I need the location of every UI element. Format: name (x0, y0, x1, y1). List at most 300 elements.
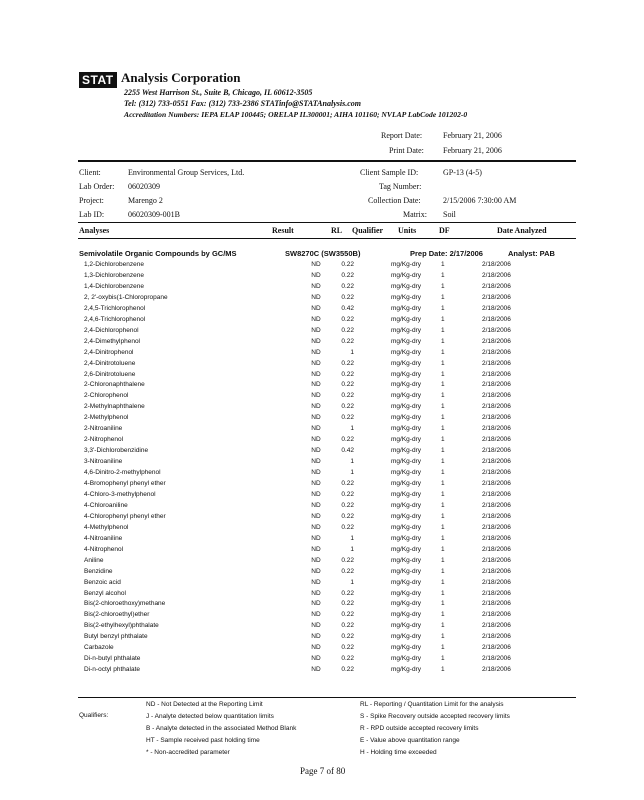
analyte-name: 4-Chloroaniline (84, 501, 128, 509)
table-row (0, 502, 644, 513)
rl-value: 0.42 (341, 304, 354, 312)
report-date: February 21, 2006 (443, 131, 502, 140)
collection-date-value: 2/15/2006 7:30:00 AM (443, 196, 517, 205)
result-value: ND (311, 622, 321, 630)
date-analyzed-value: 2/18/2006 (482, 633, 511, 641)
analyte-name: Benzyl alcohol (84, 589, 126, 597)
project-value: Marengo 2 (128, 196, 163, 205)
date-analyzed-value: 2/18/2006 (482, 447, 511, 455)
units-value: mg/Kg-dry (391, 261, 421, 268)
table-row (0, 666, 644, 677)
units-value: mg/Kg-dry (391, 271, 421, 279)
project-label: Project: (79, 196, 104, 205)
units-value: mg/Kg-dry (391, 480, 421, 487)
result-value: ND (311, 480, 321, 487)
units-value: mg/Kg-dry (391, 655, 421, 663)
analyte-name: Aniline (84, 556, 104, 564)
date-analyzed-value: 2/18/2006 (482, 261, 511, 268)
units-value: mg/Kg-dry (391, 337, 421, 345)
analyte-name: 1,4-Dichlorobenzene (84, 282, 144, 290)
table-row (0, 436, 644, 447)
df-value: 1 (441, 348, 445, 356)
units-value: mg/Kg-dry (391, 512, 421, 520)
rl-value: 1 (350, 469, 354, 477)
date-analyzed-value: 2/18/2006 (482, 490, 511, 498)
col-analyses: Analyses (79, 226, 110, 235)
rl-value: 0.22 (341, 414, 354, 422)
analyte-name: 2, 2'-oxybis(1-Chloropropane (84, 293, 168, 301)
rl-value: 0.22 (341, 600, 354, 608)
table-row (0, 261, 644, 272)
table-row (0, 546, 644, 557)
analyte-name: 2-Methylphenol (84, 414, 129, 422)
print-date: February 21, 2006 (443, 146, 502, 155)
rl-value: 1 (350, 545, 354, 553)
units-value: mg/Kg-dry (391, 633, 421, 641)
date-analyzed-value: 2/18/2006 (482, 600, 511, 608)
units-value: mg/Kg-dry (391, 326, 421, 334)
table-row (0, 611, 644, 622)
qualifier-rl: RL - Reporting / Quantitation Limit for the analysis (360, 701, 504, 708)
result-value: ND (311, 392, 321, 400)
date-analyzed-value: 2/18/2006 (482, 414, 511, 422)
df-value: 1 (441, 644, 445, 652)
table-row (0, 392, 644, 403)
result-value: ND (311, 282, 321, 290)
rl-value: 0.22 (341, 381, 354, 389)
df-value: 1 (441, 458, 445, 466)
result-value: ND (311, 578, 321, 586)
date-analyzed-value: 2/18/2006 (482, 436, 511, 444)
df-value: 1 (441, 490, 445, 498)
lab-id-label: Lab ID: (79, 210, 105, 219)
result-value: ND (311, 523, 321, 531)
lab-order-label: Lab Order: (79, 182, 115, 191)
result-value: ND (311, 370, 321, 378)
qualifier-nd: ND - Not Detected at the Reporting Limit (146, 701, 263, 708)
date-analyzed-value: 2/18/2006 (482, 545, 511, 553)
df-value: 1 (441, 436, 445, 444)
units-value: mg/Kg-dry (391, 370, 421, 378)
df-value: 1 (441, 545, 445, 553)
result-value: ND (311, 458, 321, 466)
result-value: ND (311, 381, 321, 389)
result-value: ND (311, 490, 321, 498)
result-value: ND (311, 315, 321, 323)
date-analyzed-value: 2/18/2006 (482, 304, 511, 312)
result-value: ND (311, 556, 321, 564)
date-analyzed-value: 2/18/2006 (482, 381, 511, 389)
units-value: mg/Kg-dry (391, 534, 421, 542)
units-value: mg/Kg-dry (391, 600, 421, 608)
client-sample-value: GP-13 (4-5) (443, 168, 482, 177)
units-value: mg/Kg-dry (391, 589, 421, 597)
units-value: mg/Kg-dry (391, 282, 421, 290)
result-value: ND (311, 469, 321, 477)
analyte-name: 2-Chlorophenol (84, 392, 129, 400)
table-row (0, 381, 644, 392)
df-value: 1 (441, 469, 445, 477)
rl-value: 0.22 (341, 633, 354, 641)
date-analyzed-value: 2/18/2006 (482, 534, 511, 542)
rl-value: 0.22 (341, 370, 354, 378)
units-value: mg/Kg-dry (391, 611, 421, 619)
analyte-name: 4-Bromophenyl phenyl ether (84, 480, 166, 487)
matrix-label: Matrix: (403, 210, 427, 219)
table-row (0, 633, 644, 644)
units-value: mg/Kg-dry (391, 469, 421, 477)
table-row (0, 644, 644, 655)
date-analyzed-value: 2/18/2006 (482, 567, 511, 575)
df-value: 1 (441, 403, 445, 411)
analyte-name: 3,3'-Dichlorobenzidine (84, 447, 149, 455)
result-value: ND (311, 611, 321, 619)
table-row (0, 655, 644, 666)
result-value: ND (311, 600, 321, 608)
qualifier-b: B - Analyte detected in the associated Method Blank (146, 725, 297, 732)
result-value: ND (311, 425, 321, 433)
meta-divider (78, 222, 576, 223)
df-value: 1 (441, 523, 445, 531)
qualifier-j: J - Analyte detected below quantitation limits (146, 713, 274, 720)
rl-value: 0.22 (341, 293, 354, 301)
df-value: 1 (441, 381, 445, 389)
rl-value: 0.22 (341, 666, 354, 674)
table-row (0, 414, 644, 425)
qualifiers-label: Qualifiers: (79, 712, 109, 719)
units-value: mg/Kg-dry (391, 644, 421, 652)
df-value: 1 (441, 480, 445, 487)
analyte-name: Bis(2-ethylhexyl)phthalate (84, 622, 159, 630)
analyte-name: 4-Nitrophenol (84, 545, 124, 553)
col-qualifier: Qualifier (352, 226, 384, 235)
rl-value: 0.22 (341, 480, 354, 487)
table-row (0, 283, 644, 294)
date-analyzed-value: 2/18/2006 (482, 359, 511, 367)
company-logo: STAT (79, 72, 117, 88)
col-df: DF (439, 226, 450, 235)
result-value: ND (311, 534, 321, 542)
df-value: 1 (441, 326, 445, 334)
result-value: ND (311, 447, 321, 455)
rl-value: 0.22 (341, 644, 354, 652)
section-prep-date: Prep Date: 2/17/2006 (410, 249, 483, 258)
analyte-name: 2,6-Dinitrotoluene (84, 370, 136, 378)
analyte-name: Di-n-butyl phthalate (84, 655, 141, 663)
result-value: ND (311, 403, 321, 411)
qualifier-r: R - RPD outside accepted recovery limits (360, 725, 479, 732)
rl-value: 0.22 (341, 315, 354, 323)
analyte-name: Benzoic acid (84, 578, 121, 586)
table-row (0, 568, 644, 579)
table-row (0, 338, 644, 349)
tag-number-label: Tag Number: (379, 182, 422, 191)
date-analyzed-value: 2/18/2006 (482, 293, 511, 301)
analyte-name: 2,4-Dinitrotoluene (84, 359, 136, 367)
date-analyzed-value: 2/18/2006 (482, 370, 511, 378)
accreditation-line: Accreditation Numbers: IEPA ELAP 100445; ORELAP IL300001; AIHA 101160; NVLAP LabCode 101202-0 (124, 110, 468, 119)
date-analyzed-value: 2/18/2006 (482, 392, 511, 400)
units-value: mg/Kg-dry (391, 403, 421, 411)
df-value: 1 (441, 304, 445, 312)
date-analyzed-value: 2/18/2006 (482, 578, 511, 586)
df-value: 1 (441, 633, 445, 641)
units-value: mg/Kg-dry (391, 458, 421, 466)
company-contact: Tel: (312) 733-0551 Fax: (312) 733-2386 STATinfo@STATAnalysis.com (124, 99, 361, 108)
table-row (0, 524, 644, 535)
result-value: ND (311, 414, 321, 422)
lab-id-value: 06020309-001B (128, 210, 180, 219)
date-analyzed-value: 2/18/2006 (482, 589, 511, 597)
table-row (0, 316, 644, 327)
analyte-name: 3-Nitroaniline (84, 458, 123, 466)
table-row (0, 491, 644, 502)
units-value: mg/Kg-dry (391, 392, 421, 400)
df-value: 1 (441, 271, 445, 279)
table-row (0, 371, 644, 382)
columns-divider (78, 238, 576, 239)
df-value: 1 (441, 370, 445, 378)
analyte-name: Di-n-octyl phthalate (84, 666, 140, 674)
date-analyzed-value: 2/18/2006 (482, 655, 511, 663)
result-value: ND (311, 589, 321, 597)
lab-order-value: 06020309 (128, 182, 160, 191)
date-analyzed-value: 2/18/2006 (482, 425, 511, 433)
date-analyzed-value: 2/18/2006 (482, 512, 511, 520)
result-value: ND (311, 655, 321, 663)
table-row (0, 535, 644, 546)
table-row (0, 557, 644, 568)
df-value: 1 (441, 534, 445, 542)
date-analyzed-value: 2/18/2006 (482, 315, 511, 323)
df-value: 1 (441, 261, 445, 268)
analyte-name: 2-Nitroaniline (84, 425, 123, 433)
analyte-name: Bis(2-chloroethyl)ether (84, 611, 150, 619)
table-row (0, 513, 644, 524)
table-row (0, 622, 644, 633)
date-analyzed-value: 2/18/2006 (482, 666, 511, 674)
qualifier-e: E - Value above quantitation range (360, 737, 460, 744)
units-value: mg/Kg-dry (391, 567, 421, 575)
df-value: 1 (441, 315, 445, 323)
result-value: ND (311, 293, 321, 301)
table-row (0, 305, 644, 316)
result-value: ND (311, 644, 321, 652)
rl-value: 1 (350, 458, 354, 466)
analyte-name: 2-Nitrophenol (84, 436, 124, 444)
date-analyzed-value: 2/18/2006 (482, 644, 511, 652)
date-analyzed-value: 2/18/2006 (482, 282, 511, 290)
df-value: 1 (441, 512, 445, 520)
analyte-name: Bis(2-chloroethoxy)methane (84, 600, 166, 608)
company-name: Analysis Corporation (121, 70, 241, 85)
result-value: ND (311, 567, 321, 575)
units-value: mg/Kg-dry (391, 523, 421, 531)
date-analyzed-value: 2/18/2006 (482, 469, 511, 477)
date-analyzed-value: 2/18/2006 (482, 337, 511, 345)
result-value: ND (311, 501, 321, 509)
result-value: ND (311, 666, 321, 674)
analyte-name: 4-Nitroaniline (84, 534, 123, 542)
result-value: ND (311, 304, 321, 312)
qualifier-s: S - Spike Recovery outside accepted recovery limits (360, 713, 510, 720)
table-row (0, 447, 644, 458)
date-analyzed-value: 2/18/2006 (482, 523, 511, 531)
df-value: 1 (441, 425, 445, 433)
rl-value: 0.22 (341, 282, 354, 290)
rl-value: 1 (350, 348, 354, 356)
rl-value: 0.22 (341, 567, 354, 575)
units-value: mg/Kg-dry (391, 545, 421, 553)
date-analyzed-value: 2/18/2006 (482, 403, 511, 411)
analyte-name: 1,2-Dichlorobenzene (84, 261, 144, 268)
result-value: ND (311, 512, 321, 520)
units-value: mg/Kg-dry (391, 304, 421, 312)
rl-value: 0.22 (341, 622, 354, 630)
df-value: 1 (441, 337, 445, 345)
rl-value: 0.22 (341, 326, 354, 334)
report-date-label: Report Date: (381, 131, 423, 140)
units-value: mg/Kg-dry (391, 622, 421, 630)
analyte-name: 2,4-Dichlorophenol (84, 326, 139, 334)
rl-value: 0.22 (341, 403, 354, 411)
rl-value: 0.22 (341, 523, 354, 531)
result-value: ND (311, 348, 321, 356)
header-divider (78, 160, 576, 162)
rl-value: 0.42 (341, 447, 354, 455)
date-analyzed-value: 2/18/2006 (482, 271, 511, 279)
result-value: ND (311, 545, 321, 553)
df-value: 1 (441, 359, 445, 367)
df-value: 1 (441, 589, 445, 597)
date-analyzed-value: 2/18/2006 (482, 326, 511, 334)
rl-value: 0.22 (341, 271, 354, 279)
units-value: mg/Kg-dry (391, 436, 421, 444)
df-value: 1 (441, 578, 445, 586)
analyte-name: 4-Methylphenol (84, 523, 129, 531)
qualifier-h: H - Holding time exceeded (360, 749, 437, 756)
client-sample-label: Client Sample ID: (360, 168, 419, 177)
table-row (0, 403, 644, 414)
df-value: 1 (441, 556, 445, 564)
analyte-name: 4-Chloro-3-methylphenol (84, 490, 156, 498)
date-analyzed-value: 2/18/2006 (482, 611, 511, 619)
result-value: ND (311, 271, 321, 279)
units-value: mg/Kg-dry (391, 447, 421, 455)
date-analyzed-value: 2/18/2006 (482, 458, 511, 466)
units-value: mg/Kg-dry (391, 315, 421, 323)
rl-value: 0.22 (341, 501, 354, 509)
col-rl: RL (331, 226, 343, 235)
collection-date-label: Collection Date: (368, 196, 421, 205)
date-analyzed-value: 2/18/2006 (482, 501, 511, 509)
analyte-name: 2-Chloronaphthalene (84, 381, 145, 389)
analyte-name: 2-Methylnaphthalene (84, 403, 145, 411)
page-number: Page 7 of 80 (300, 766, 346, 776)
col-result: Result (272, 226, 294, 235)
df-value: 1 (441, 447, 445, 455)
analyte-name: 2,4,6-Trichlorophenol (84, 315, 146, 323)
rl-value: 0.22 (341, 655, 354, 663)
section-analyst: Analyst: PAB (508, 249, 555, 258)
rl-value: 0.22 (341, 611, 354, 619)
qualifier-star: * - Non-accredited parameter (146, 749, 230, 756)
units-value: mg/Kg-dry (391, 359, 421, 367)
col-units: Units (398, 226, 417, 235)
rl-value: 0.22 (341, 261, 354, 268)
units-value: mg/Kg-dry (391, 501, 421, 509)
date-analyzed-value: 2/18/2006 (482, 480, 511, 487)
matrix-value: Soil (443, 210, 456, 219)
table-row (0, 579, 644, 590)
rl-value: 1 (350, 534, 354, 542)
table-row (0, 590, 644, 601)
table-row (0, 294, 644, 305)
date-analyzed-value: 2/18/2006 (482, 556, 511, 564)
client-value: Environmental Group Services, Ltd. (128, 168, 245, 177)
df-value: 1 (441, 501, 445, 509)
section-title: Semivolatile Organic Compounds by GC/MS (79, 249, 237, 258)
table-row (0, 458, 644, 469)
analyte-name: Carbazole (84, 644, 114, 652)
table-row (0, 327, 644, 338)
analyte-name: 2,4-Dimethylphenol (84, 337, 141, 345)
units-value: mg/Kg-dry (391, 490, 421, 498)
df-value: 1 (441, 293, 445, 301)
analyte-name: Benzidine (84, 567, 113, 575)
client-label: Client: (79, 168, 101, 177)
analyte-name: 1,3-Dichlorobenzene (84, 271, 144, 279)
analyte-name: 4,6-Dinitro-2-methylphenol (84, 469, 161, 477)
analyte-name: Butyl benzyl phthalate (84, 633, 148, 641)
result-value: ND (311, 359, 321, 367)
result-value: ND (311, 337, 321, 345)
df-value: 1 (441, 655, 445, 663)
date-analyzed-value: 2/18/2006 (482, 622, 511, 630)
rl-value: 0.22 (341, 490, 354, 498)
analyte-name: 4-Chlorophenyl phenyl ether (84, 512, 166, 520)
table-row (0, 480, 644, 491)
units-value: mg/Kg-dry (391, 293, 421, 301)
units-value: mg/Kg-dry (391, 348, 421, 356)
df-value: 1 (441, 611, 445, 619)
table-row (0, 360, 644, 371)
section-method: SW8270C (SW3550B) (285, 249, 361, 258)
units-value: mg/Kg-dry (391, 425, 421, 433)
units-value: mg/Kg-dry (391, 381, 421, 389)
table-row (0, 600, 644, 611)
units-value: mg/Kg-dry (391, 556, 421, 564)
result-value: ND (311, 261, 321, 268)
result-value: ND (311, 633, 321, 641)
df-value: 1 (441, 414, 445, 422)
rl-value: 0.22 (341, 359, 354, 367)
table-row (0, 425, 644, 436)
df-value: 1 (441, 666, 445, 674)
df-value: 1 (441, 567, 445, 575)
analyte-name: 2,4,5-Trichlorophenol (84, 304, 146, 312)
rl-value: 0.22 (341, 512, 354, 520)
result-value: ND (311, 326, 321, 334)
df-value: 1 (441, 600, 445, 608)
analyte-name: 2,4-Dinitrophenol (84, 348, 134, 356)
units-value: mg/Kg-dry (391, 414, 421, 422)
units-value: mg/Kg-dry (391, 578, 421, 586)
rl-value: 1 (350, 578, 354, 586)
company-address: 2255 West Harrison St., Suite B, Chicago, IL 60612-3505 (124, 88, 313, 97)
print-date-label: Print Date: (389, 146, 424, 155)
result-value: ND (311, 436, 321, 444)
